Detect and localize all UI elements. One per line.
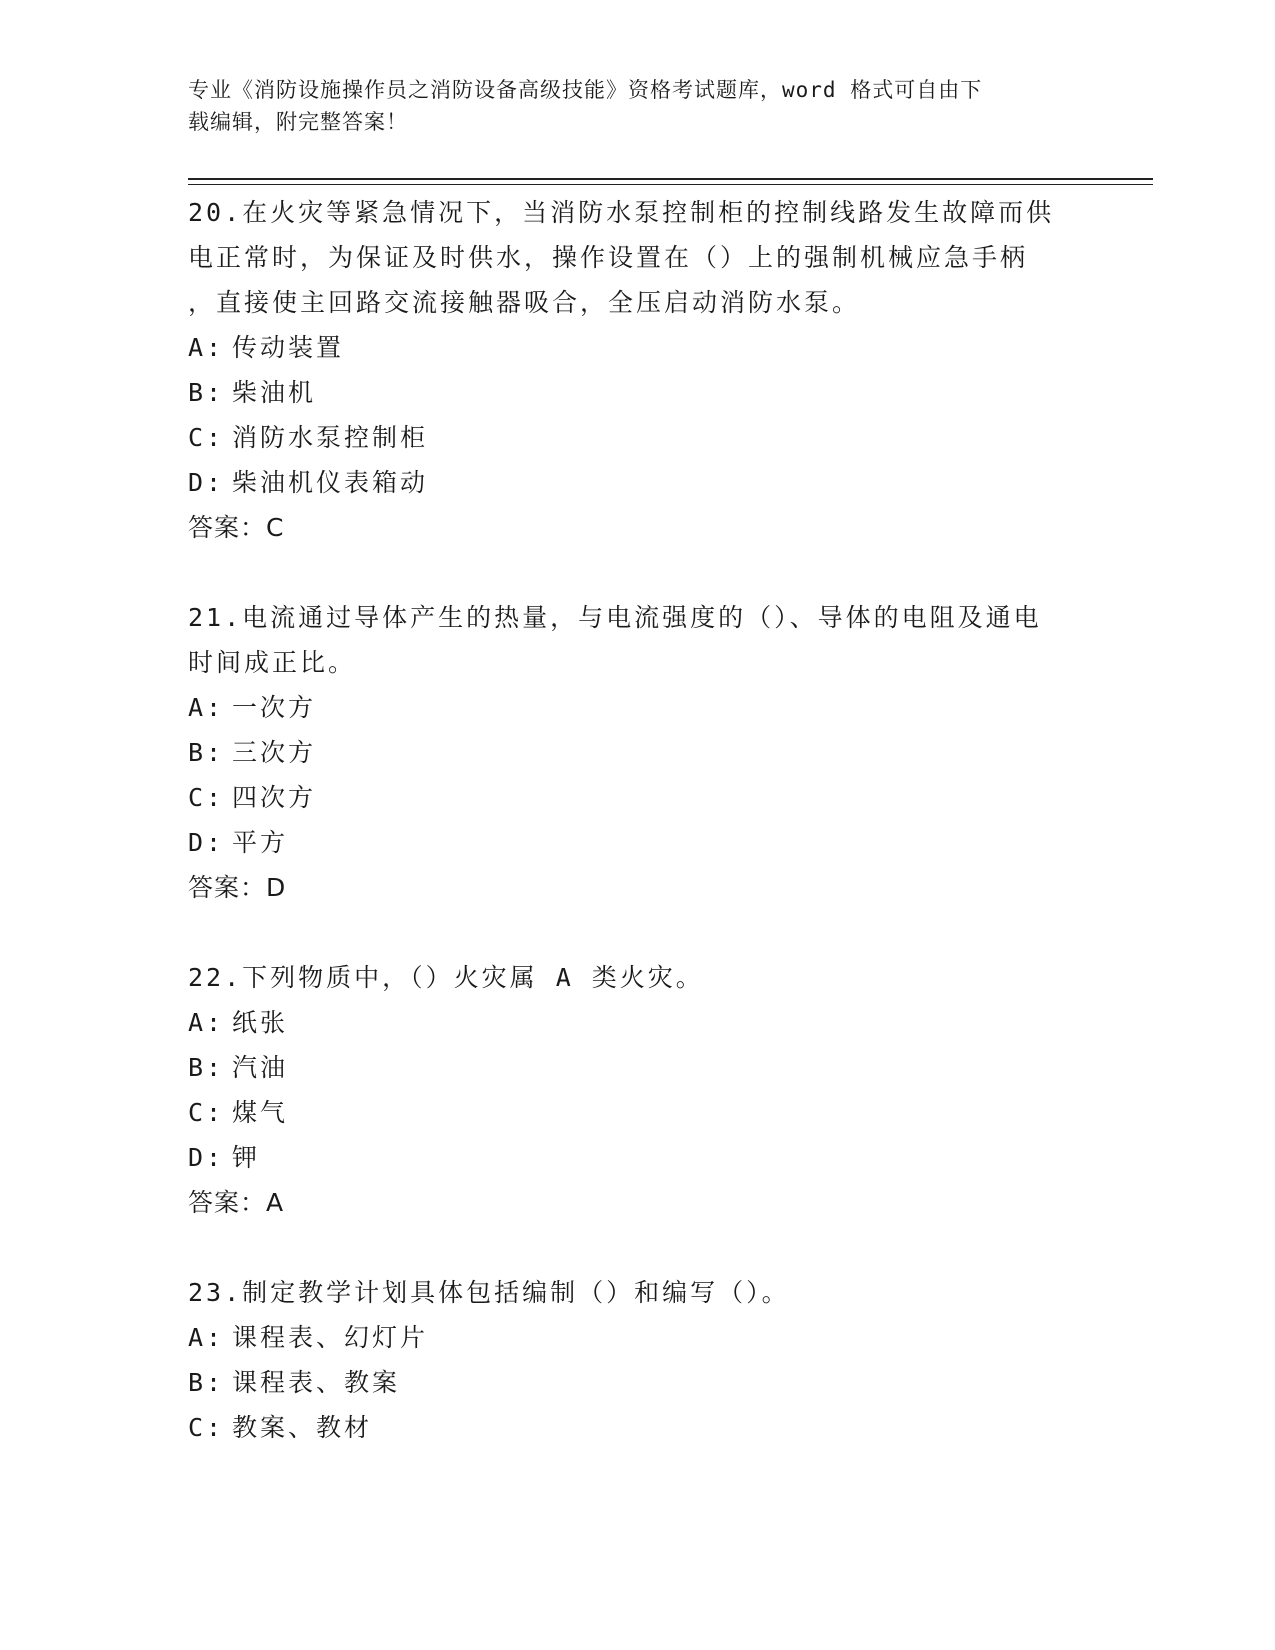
option-key: D:	[188, 468, 225, 497]
header-divider-thin	[188, 184, 1153, 185]
option-text: 课程表、教案	[232, 1368, 401, 1397]
option-c	[188, 1090, 1088, 1135]
option-key: A:	[188, 693, 225, 722]
option-text: 钾	[232, 1143, 261, 1172]
option-a	[188, 1000, 1088, 1045]
option-key: A:	[188, 1008, 225, 1037]
option-key: D:	[188, 1143, 225, 1172]
question-text-line: 时间成正比。	[188, 648, 357, 677]
option-key: B:	[188, 1368, 225, 1397]
option-text: 煤气	[232, 1098, 289, 1127]
option-text: 一次方	[232, 693, 317, 722]
option-text: 三次方	[232, 738, 317, 767]
question-item	[188, 1270, 1088, 1450]
question-text-line: 电正常时，为保证及时供水，操作设置在（）上的强制机械应急手柄	[188, 243, 1029, 272]
option-b	[188, 1360, 1088, 1405]
question-text-line: ，直接使主回路交流接触器吸合，全压启动消防水泵。	[188, 288, 861, 317]
option-key: C:	[188, 423, 225, 452]
answer-line: 答案：C	[188, 513, 285, 542]
header-line-1: 专业《消防设施操作员之消防设备高级技能》资格考试题库，word 格式可自由下	[188, 78, 983, 102]
option-text: 纸张	[232, 1008, 289, 1037]
option-text: 柴油机	[232, 378, 317, 407]
option-key: A:	[188, 333, 225, 362]
option-b	[188, 370, 1088, 415]
option-text: 平方	[232, 828, 289, 857]
option-c	[188, 775, 1088, 820]
option-key: B:	[188, 378, 225, 407]
option-a	[188, 1315, 1088, 1360]
option-a	[188, 325, 1088, 370]
option-text: 汽油	[232, 1053, 289, 1082]
question-text-line: 23.制定教学计划具体包括编制（）和编写（）。	[188, 1278, 790, 1307]
question-text-line: 21.电流通过导体产生的热量，与电流强度的（）、导体的电阻及通电	[188, 603, 1042, 632]
option-text: 柴油机仪表箱动	[232, 468, 429, 497]
option-text: 消防水泵控制柜	[232, 423, 429, 452]
document-header	[188, 74, 1068, 138]
option-d	[188, 460, 1088, 505]
question-list	[188, 190, 1088, 1495]
question-item	[188, 595, 1088, 910]
option-key: B:	[188, 1053, 225, 1082]
option-a	[188, 685, 1088, 730]
option-text: 传动装置	[232, 333, 345, 362]
option-d	[188, 820, 1088, 865]
option-b	[188, 730, 1088, 775]
option-key: B:	[188, 738, 225, 767]
header-divider-thick	[188, 178, 1153, 180]
option-text: 四次方	[232, 783, 317, 812]
option-key: A:	[188, 1323, 225, 1352]
question-item	[188, 955, 1088, 1225]
header-line-2: 载编辑，附完整答案！	[188, 110, 408, 134]
question-item	[188, 190, 1088, 550]
option-text: 课程表、幻灯片	[232, 1323, 429, 1352]
option-key: D:	[188, 828, 225, 857]
option-key: C:	[188, 1413, 225, 1442]
option-c	[188, 1405, 1088, 1450]
option-key: C:	[188, 1098, 225, 1127]
answer-line: 答案：A	[188, 1188, 285, 1217]
option-b	[188, 1045, 1088, 1090]
option-text: 教案、教材	[232, 1413, 373, 1442]
option-d	[188, 1135, 1088, 1180]
question-text-line: 20.在火灾等紧急情况下，当消防水泵控制柜的控制线路发生故障而供	[188, 198, 1055, 227]
question-text-line: 22.下列物质中，（）火灾属 A 类火灾。	[188, 963, 704, 992]
answer-line: 答案：D	[188, 873, 287, 902]
option-key: C:	[188, 783, 225, 812]
option-c	[188, 415, 1088, 460]
